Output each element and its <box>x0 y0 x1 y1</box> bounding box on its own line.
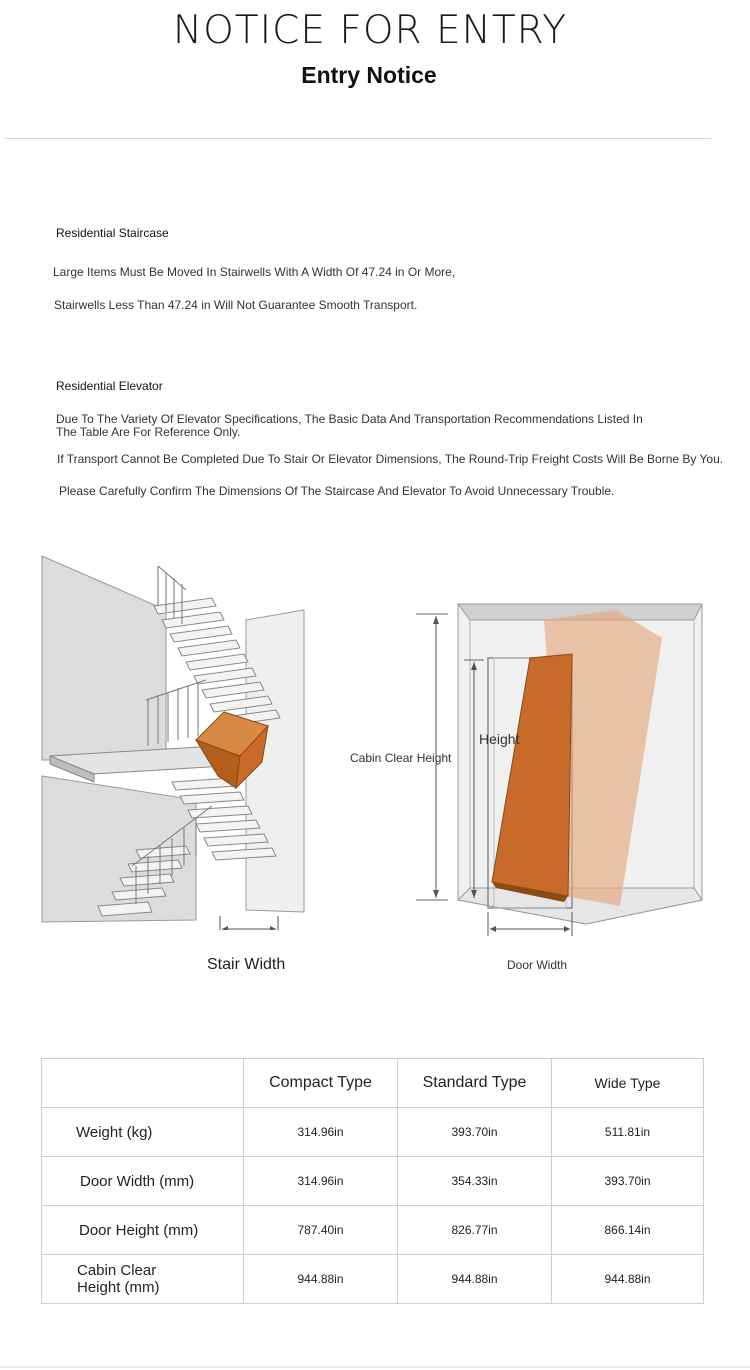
table-cell: 314.96in <box>244 1108 398 1157</box>
table-row <box>42 1206 704 1255</box>
table-cell: 354.33in <box>398 1157 552 1206</box>
staircase-illustration <box>36 550 316 930</box>
table-header-empty <box>42 1059 244 1108</box>
table-cell: 866.14in <box>552 1206 704 1255</box>
table-cell: 393.70in <box>398 1108 552 1157</box>
bottom-divider <box>0 1366 750 1368</box>
spec-table <box>41 1058 704 1304</box>
door-width-label: Door Width <box>507 958 568 972</box>
table-row <box>42 1255 704 1304</box>
staircase-text-line2: Stairwells Less Than 47.24 in Will Not Guarantee Smooth Transport. <box>54 298 418 312</box>
cabin-clear-height-label: Cabin Clear Height <box>350 751 452 765</box>
elevator-section-title: Residential Elevator <box>56 379 163 393</box>
page-subtitle: Entry Notice <box>301 62 437 88</box>
table-cell: 393.70in <box>552 1157 704 1206</box>
elevator-illustration <box>406 590 706 940</box>
height-label: Height <box>479 731 520 747</box>
table-header-standard: Standard Type <box>398 1059 552 1108</box>
table-cell: 511.81in <box>552 1108 704 1157</box>
table-cell: 944.88in <box>398 1255 552 1304</box>
staircase-section-title: Residential Staircase <box>56 226 169 240</box>
elevator-text-para3: Please Carefully Confirm The Dimensions Of The Staircase And Elevator To Avoid Unnecessary Trouble. <box>59 484 615 498</box>
header-divider <box>5 138 711 139</box>
row-label-cabin-clear-height: Cabin Clear Height (mm) <box>42 1255 244 1304</box>
table-row <box>42 1108 704 1157</box>
row-label-door-width: Door Width (mm) <box>42 1157 244 1206</box>
table-cell: 826.77in <box>398 1206 552 1255</box>
table-cell: 944.88in <box>244 1255 398 1304</box>
elevator-text-para1: Due To The Variety Of Elevator Specifications, The Basic Data And Transportation Recommendations Listed In The Table Are For Reference Only. <box>56 412 643 439</box>
page-title: NOTICE FOR ENTRY <box>172 8 568 53</box>
table-row <box>42 1157 704 1206</box>
table-header-row <box>42 1059 704 1108</box>
staircase-text-line1: Large Items Must Be Moved In Stairwells With A Width Of 47.24 in Or More, <box>53 265 456 279</box>
elevator-text-para2: If Transport Cannot Be Completed Due To Stair Or Elevator Dimensions, The Round-Trip Freight Costs Will Be Borne By You. <box>57 452 724 466</box>
table-header-wide: Wide Type <box>552 1059 704 1108</box>
table-header-compact: Compact Type <box>244 1059 398 1108</box>
stair-width-label: Stair Width <box>207 956 286 973</box>
table-cell: 787.40in <box>244 1206 398 1255</box>
row-label-door-height: Door Height (mm) <box>42 1206 244 1255</box>
table-cell: 314.96in <box>244 1157 398 1206</box>
row-label-weight: Weight (kg) <box>42 1108 244 1157</box>
table-cell: 944.88in <box>552 1255 704 1304</box>
